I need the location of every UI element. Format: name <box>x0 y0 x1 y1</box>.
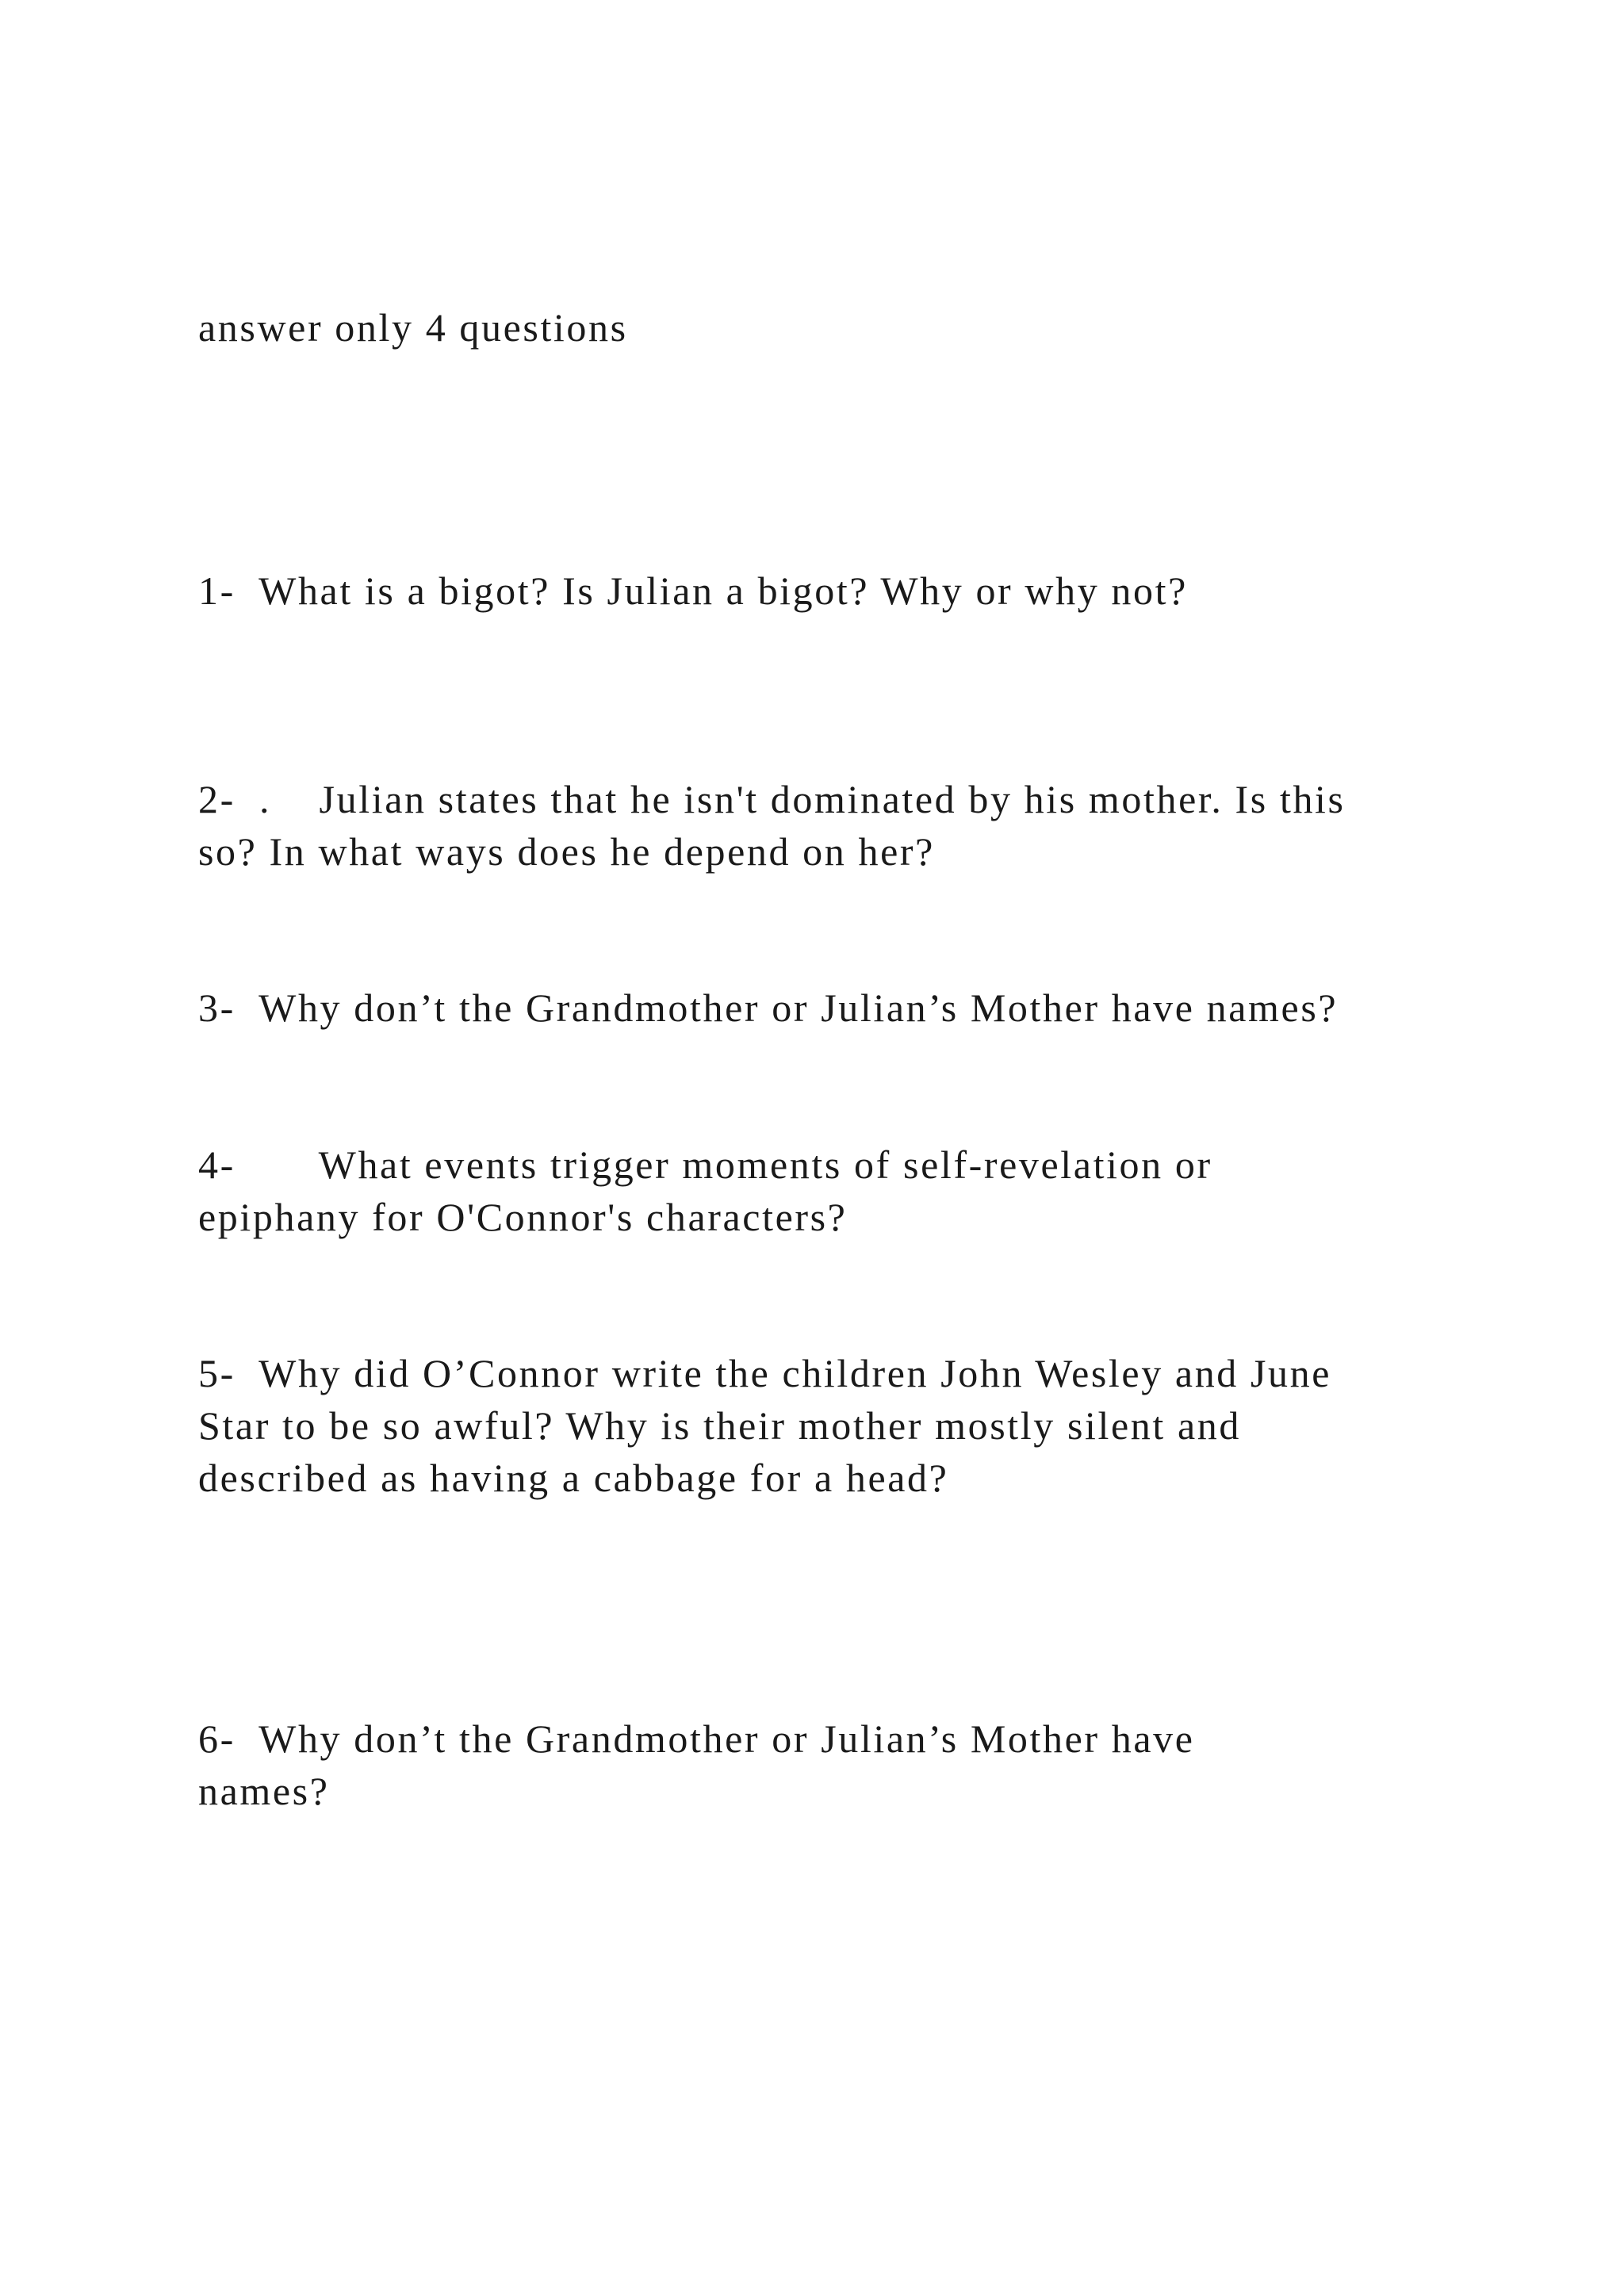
question-6-line-2: names? <box>198 1769 330 1813</box>
question-3-line-1: 3- Why don’t the Grandmother or Julian’s Mother have names? <box>198 985 1339 1030</box>
question-2-line-1: 2- . Julian states that he isn't dominated by his mother. Is this <box>198 777 1346 821</box>
question-2-line-2: so? In what ways does he depend on her? <box>198 829 935 874</box>
instruction-text: answer only 4 questions <box>198 305 628 350</box>
question-5-line-3: described as having a cabbage for a head? <box>198 1456 949 1500</box>
question-5-line-2: Star to be so awful? Why is their mother mostly silent and <box>198 1403 1241 1448</box>
question-6-line-1: 6- Why don’t the Grandmother or Julian’s Mother have <box>198 1716 1195 1761</box>
question-4-line-2: epiphany for O'Connor's characters? <box>198 1195 848 1239</box>
question-1-line-1: 1- What is a bigot? Is Julian a bigot? Why or why not? <box>198 568 1188 613</box>
question-4-line-1: 4- What events trigger moments of self-revelation or <box>198 1142 1212 1187</box>
question-5-line-1: 5- Why did O’Connor write the children John Wesley and June <box>198 1351 1332 1395</box>
